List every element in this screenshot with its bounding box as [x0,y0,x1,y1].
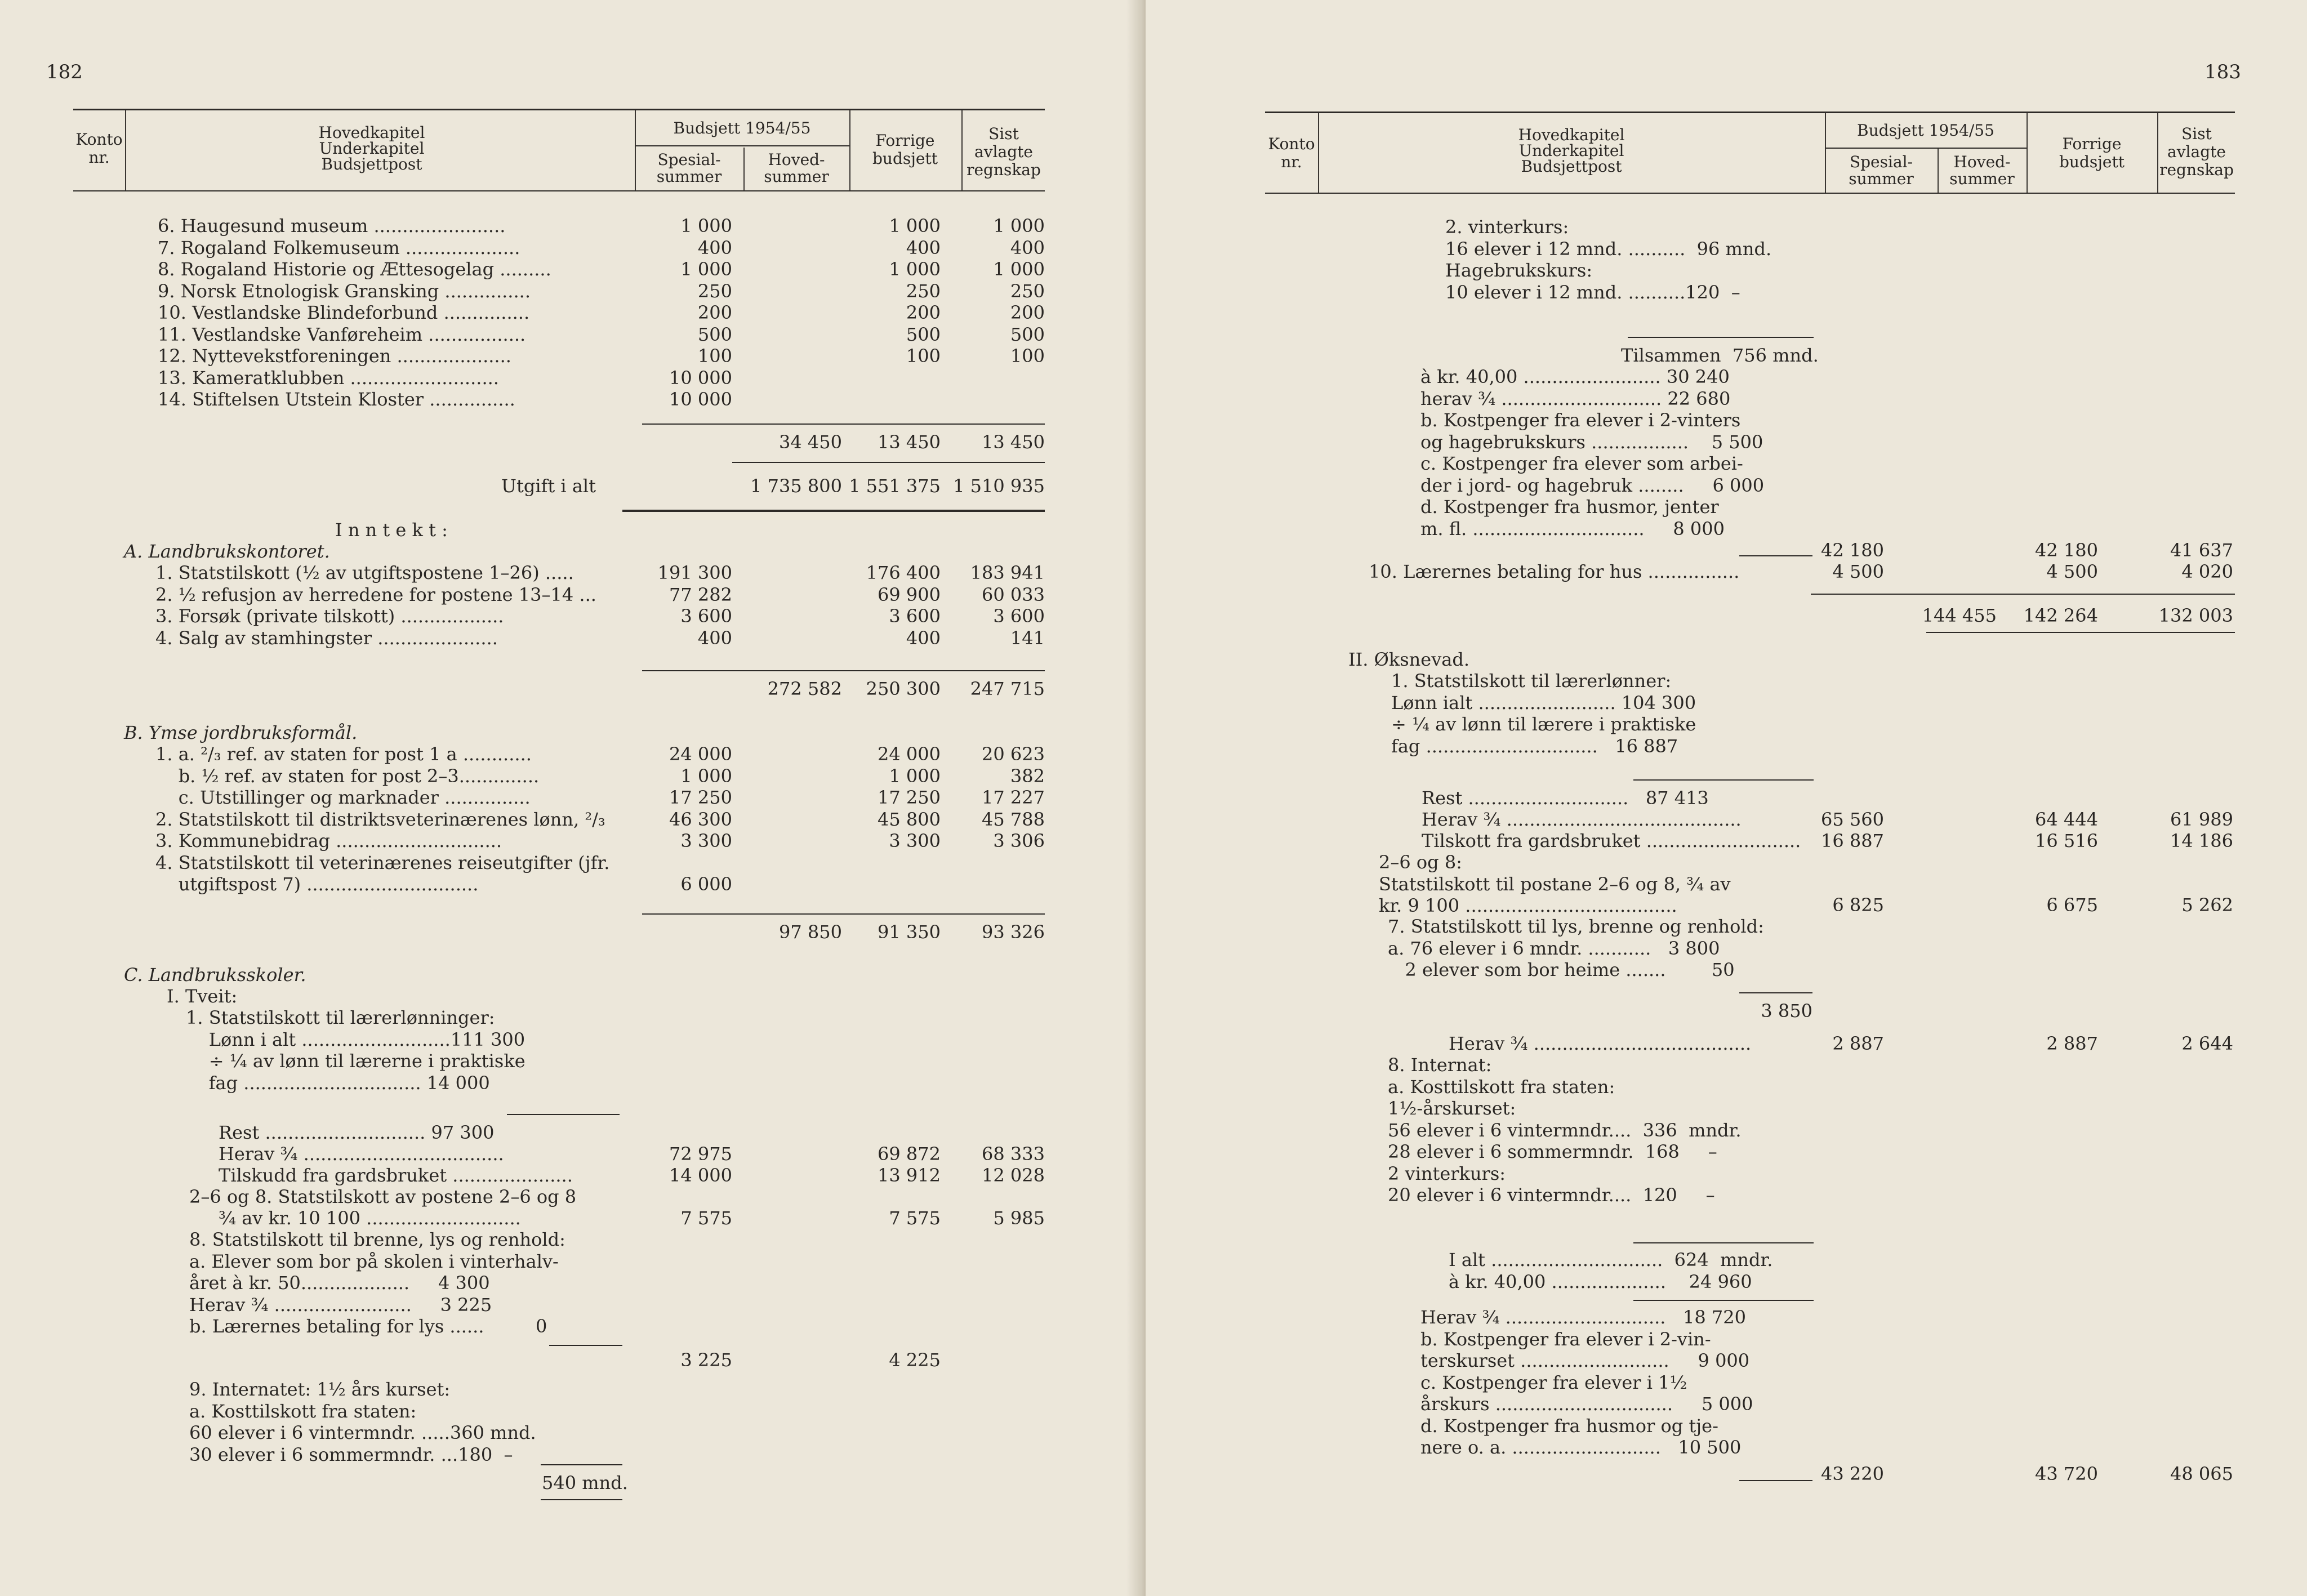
section-a-row-c3: 176 400 [866,562,941,583]
grant-row-c1: 400 [697,237,732,258]
grant-row-label: 11. Vestlandske Vanføreheim ................. [158,323,526,345]
tveit-line: Lønn i alt ..........................111 300 [186,1028,525,1050]
post-8-line: 8. Statstilskott til brenne, lys og renhold: [189,1229,565,1250]
right-top-line: 2. vinterkurs: [1445,216,1569,238]
section-b-row-c1: 24 000 [669,743,732,765]
right-top-line: 16 elever i 12 mnd. .......... 96 mnd. [1445,238,1772,260]
section-b-row-c3: 24 000 [878,743,941,765]
tveit-line: ÷ ¼ av lønn til lærerne i praktiske [186,1050,525,1072]
section-a-row-label: 3. Forsøk (private tilskott) .................. [155,605,504,627]
header-hoved: Hoved- [768,150,825,169]
grant-row-c3: 1 000 [889,215,941,237]
grant-row-c4: 1 000 [993,258,1045,280]
section-b-row-c1: 17 250 [669,787,732,808]
grant-row-c4: 500 [1010,323,1045,345]
section-b-row-c3: 1 000 [889,765,941,787]
grant-row-label: 12. Nyttevekstforeningen .................... [158,345,511,367]
grant-row-c4: 1 000 [993,215,1045,237]
oksnevad-8-rest-line: terskurset .......................... 9 000 [1420,1350,1750,1371]
section-b-row-c4: 382 [1010,765,1045,787]
page-number-left: 182 [46,61,83,83]
oksnevad-26-line: kr. 9 100 ..................................... [1379,895,1677,916]
right-header-konto: Konto nr. [1268,135,1315,171]
section-b-row-c4: 3 306 [993,830,1045,852]
section-a-row-c4: 183 941 [970,562,1045,583]
oksnevad-8-rest-line: årskurs ............................... 5 000 [1420,1393,1753,1415]
grant-row-c1: 10 000 [669,389,732,410]
oksnevad-line: Lønn ialt ........................ 104 300 [1391,692,1696,714]
grant-row-c4: 250 [1010,280,1045,302]
internat-line: 30 elever i 6 sommermndr. ...180 – [189,1443,513,1465]
oksnevad-line: 1. Statstilskott til lærerlønner: [1391,670,1672,692]
post-8-line: b. Lærernes betaling for lys ...... 0 [189,1316,547,1337]
oksnevad-26-line: 2–6 og 8: [1379,852,1462,873]
grant-row-label: 13. Kameratklubben .......................... [158,367,499,389]
header-konto: Konto nr. [75,130,123,167]
post-8-sum: 3 225 [680,1349,732,1371]
right-calc-line: c. Kostpenger fra elever som arbei- [1420,453,1743,474]
section-b-row-c3: 17 250 [878,787,941,808]
oksnevad-8-line: 1½-årskurset: [1388,1098,1516,1119]
header-budsjettpost: Budsjettpost [321,155,422,173]
internat-line: 60 elever i 6 vintermndr. .....360 mnd. [189,1422,536,1443]
section-b-row-c4: 17 227 [982,787,1045,808]
section-b-row-label: utgiftspost 7) .............................. [155,873,479,895]
subtotal-tveit: 144 455 [1922,605,1997,626]
oksnevad-8-line: a. Kosttilskott fra staten: [1388,1076,1615,1098]
oksnevad-8-rest-line: Herav ¾ ............................ 18 720 [1420,1307,1746,1328]
section-b-row-c3: 45 800 [878,808,941,830]
section-c-title: C. Landbruksskoler. [124,964,306,986]
subtotal-b: 97 850 [779,921,842,943]
grant-row-c1: 100 [697,345,732,367]
utgift-label: Utgift i alt [501,475,596,497]
oksnevad-line: fag .............................. 16 887 [1391,735,1678,757]
header-spesial: Spesial- [657,150,721,169]
grant-row-label: 7. Rogaland Folkemuseum .................... [158,237,520,258]
oksnevad-title: II. Øksnevad. [1348,649,1470,670]
section-a-row-label: 1. Statstilskott (½ av utgiftspostene 1–26) ..... [155,562,574,583]
grant-row-c4: 100 [1010,345,1045,367]
subtotal-1-hoved: 34 450 [779,431,842,453]
internat-line: 9. Internatet: 1½ års kurset: [189,1379,451,1400]
section-a-row-c4: 141 [1010,627,1045,649]
section-a-row-c3: 3 600 [889,605,941,627]
page-number-right: 183 [2204,61,2241,83]
section-b-row-label: 4. Statstilskott til veterinærenes reiseutgifter (jfr. [155,852,610,873]
section-b-row-c4: 20 623 [982,743,1045,765]
oksnevad-8-line: 20 elever i 6 vintermndr.... 120 – [1388,1184,1715,1206]
tilsammen: Tilsammen 756 mnd. [1621,345,1819,366]
oksnevad-8-line: 56 elever i 6 vintermndr.... 336 mndr. [1388,1119,1742,1141]
section-a-row-label: 2. ½ refusjon av herredene for postene 13–14 ... [155,583,596,605]
right-calc-line: der i jord- og hagebruk ........ 6 000 [1420,474,1765,496]
section-b-title: B. Ymse jordbruksformål. [124,722,358,743]
post-8-line: Herav ¾ ........................ 3 225 [189,1294,492,1316]
grant-row-c3: 200 [906,302,941,323]
oksnevad-8-rest-line: nere o. a. .......................... 10 500 [1420,1437,1742,1458]
oksnevad-8-line: 2 vinterkurs: [1388,1162,1506,1184]
section-a-row-c1: 400 [697,627,732,649]
oksnevad-7-line: 7. Statstilskott til lys, brenne og renhold: [1388,916,1764,937]
right-calc-line: herav ¾ ............................ 22 680 [1420,387,1731,409]
grant-row-label: 6. Haugesund museum ....................... [158,215,506,237]
section-b-row-c1: 3 300 [680,830,732,852]
tveit-line: 1. Statstilskott til lærerlønninger: [186,1007,495,1028]
grant-row-label: 8. Rogaland Historie og Ættesogelag ......... [158,258,551,280]
grant-row-label: 10. Vestlandske Blindeforbund ............... [158,302,530,323]
right-calc-line: og hagebrukskurs ................. 5 500 [1420,431,1763,453]
section-b-row-label: 1. a. ²/₃ ref. av staten for post 1 a ............ [155,743,532,765]
header-underkapitel: Underkapitel [319,139,425,158]
grant-row-c1: 250 [697,280,732,302]
oksnevad-8-rest-line: b. Kostpenger fra elever i 2-vin- [1420,1328,1711,1350]
subtotal-a: 272 582 [767,678,842,699]
oksnevad-8-rest-line: c. Kostpenger fra elever i 1½ [1420,1371,1687,1393]
section-a-title: A. Landbrukskontoret. [124,541,330,562]
section-a-row-c4: 60 033 [982,583,1045,605]
right-calc-line: m. fl. .............................. 8 000 [1420,518,1725,540]
oksnevad-7-line: a. 76 elever i 6 mndr. ........... 3 800 [1388,937,1720,959]
header-bottom-rule [73,190,1045,191]
grant-row-c1: 1 000 [680,258,732,280]
grant-row-c1: 200 [697,302,732,323]
grant-row-c1: 10 000 [669,367,732,389]
oksnevad-26-line: Statstilskott til postane 2–6 og 8, ¾ av [1379,873,1731,895]
grant-row-c1: 500 [697,323,732,345]
tveit-line: fag ............................... 14 000 [186,1072,490,1094]
oksnevad-8-calc-line: I alt .............................. 624 mndr. [1449,1249,1773,1270]
internat-line: a. Kosttilskott fra staten: [189,1400,417,1422]
book-spread: 182 Konto nr. Hovedkapitel Underkapitel Budsjettpost Budsjett 1954/55 Spesial- summer Hoved- summer Forrige budsjett Sist avlagte regnskap 6. Haugesund museum ....................... 1 000 1 000 1 000 7. Rogaland Folkemuseum .................... 400 400 400 8. Rogaland Historie og Ættesogelag ......... 1 000 1 000 1 000 9. Norsk Etnologisk Gransking ............... 250 250 250 10. Vestlandske Blindeforbund ............... 200 200 200 11. Vestlandske Vanføreheim ................. 500 500 500 12. Nyttevekstforeningen .................... 100 100 100 13. Kameratklubben .......................... 10 000 14. Stiftelsen Utstein Kloster ............... 10 000 34 450 13 450 13 450 Utgift i alt 1 735 800 1 551 375 1 510 935 I n n t e k t : A. Landbrukskontoret. 1. Statstilskott (½ av utgiftspostene 1–26) ..... 191 300 176 400 183 941 2. ½ refusjon av herredene for postene 13–14 ... 77 282 69 900 60 033 3. Forsøk (private tilskott) .................. 3 600 3 600 3 600 4. Salg av stamhingster ..................... 400 400 141 272 582 250 300 247 715 B. Ymse jordbruksformål. 1. a. ²/₃ ref. av staten for post 1 a ............ 24 000 24 000 20 623 b. ½ ref. av staten for post 2–3.............. 1 000 1 000 382 c. Utstillinger og marknader ............... 17 250 17 250 17 227 2. Statstilskott til distriktsveterinærenes lønn, ²/₃ 46 300 45 800 45 788 3. Kommunebidrag ............................. 3 300 3 300 3 306 4. Statstilskott til veterinærenes reiseutgifter (jfr. utgiftspost 7) .............................. 6 000 97 850 91 350 93 326 C. Landbruksskoler. I. Tveit: 1. Statstilskott til lærerlønninger: Lønn i alt ..........................111 300 ÷ ¼ av lønn til lærerne i praktiske fag ............................... 14 000 Rest ............................ 97 300 Herav ¾ ................................... 72 975 69 872 68 333 Tilskudd fra gardsbruket ..................... 14 000 13 912 12 028 2–6 og 8. Statstilskott av postene 2–6 og 8 ¾ av kr. 10 100 ........................... 7 575 7 575 5 985 8. Statstilskott til brenne, lys og renhold: a. Elever som bor på skolen i vinterhalv- året à kr. 50................... 4 300 Herav ¾ ........................ 3 225 b. Lærernes betaling for lys ...... 0 3 225 4 225 9. Internatet: 1½ års kurset: a. Kosttilskott fra staten: 60 elever i 6 vintermndr. .....360 mnd. 30 elever i 6 sommermndr. ...180 – 540 mnd. 183 Konto nr. Hovedkapitel Underkapitel Budsjettpost Budsjett 1954/55 Spesial- summer Hoved- summer Forrige budsjett Sist avlagte regnskap 2. vinterkurs: 16 elever i 12 mnd. .......... 96 mnd. Hagebrukskurs: 10 elever i 12 mnd. ..........120 – Tilsammen 756 mnd. à kr. 40,00 ........................ 30 240 herav ¾ ............................ 22 680 b. Kostpenger fra elever i 2-vinters og hagebrukskurs ................. 5 500 c. Kostpenger fra elever som arbei- der i jord- og hagebruk ........ 6 000 d. Kostpenger fra husmor, jenter m. fl. .............................. 8 000 42 180 42 180 41 637 10. Lærernes betaling for hus ................ 4 500 4 500 4 020 144 455 142 264 132 003 II. Øksnevad. 1. Statstilskott til lærerlønner: Lønn ialt ........................ 104 300 ÷ ¼ av lønn til lærere i praktiske fag .............................. 16 887 Rest ............................ 87 413 Herav ¾ ......................................... 65 560 64 444 61 989 Tilskott fra gardsbruket ........................... 16 887 16 516 14 186 2–6 og 8: Statstilskott til postane 2–6 og 8, ¾ av kr. 9 100 ..................................... 6 825 6 675 5 262 7. Statstilskott til lys, brenne og renhold: a. 76 elever i 6 mndr. ........... 3 800 2 elever som bor heime ....... 50 3 850 Herav ¾ ...................................... 2 887 2 887 2 644 8. Internat: a. Kosttilskott fra staten: 1½-årskurset: 56 elever i 6 vintermndr.... 336 mndr. 28 elever i 6 sommermndr. 168 – 2 vinterkurs: 20 elever i 6 vintermndr.... 120 – I alt .............................. 624 mndr. à kr. 40,00 .................... 24 960 Herav ¾ ............................ 18 720 b. Kostpenger fra elever i 2-vin- terskurset .......................... 9 000 c. Kostpenger fra elever i 1½ årskurs ............................... 5 000 d. Kostpenger fra husmor og tje- nere o. a. .......................... 10 500 43 220 43 720 48 065 [0,0,2307,1596]
section-b-row-label: 2. Statstilskott til distriktsveterinærenes lønn, ²/₃ [155,808,605,830]
header-forrige: Forrige budsjett [872,131,938,168]
right-calc-line: d. Kostpenger fra husmor, jenter [1420,496,1719,518]
section-b-row-label: c. Utstillinger og marknader ............... [155,787,531,808]
grant-row-label: 14. Stiftelsen Utstein Kloster ............... [158,389,515,410]
left-page: 182 Konto nr. Hovedkapitel Underkapitel Budsjettpost Budsjett 1954/55 Spesial- summer Hoved- summer Forrige budsjett Sist avlagte regnskap 6. Haugesund museum ....................... 1 000 1 000 1 000 7. Rogaland Folkemuseum .................... 400 400 400 8. Rogaland Historie og Ættesogelag ......... 1 000 1 000 1 000 9. Norsk Etnologisk Gransking ............... 250 250 250 10. Vestlandske Blindeforbund ............... 200 200 200 11. Vestlandske Vanføreheim ................. 500 500 500 12. Nyttevekstforeningen .................... 100 100 100 13. Kameratklubben .......................... 10 000 14. Stiftelsen Utstein Kloster ............... 10 000 34 450 13 450 13 450 Utgift i alt 1 735 800 1 551 375 1 510 935 I n n t e k t : A. Landbrukskontoret. 1. Statstilskott (½ av utgiftspostene 1–26) ..... 191 300 176 400 183 941 2. ½ refusjon av herredene for postene 13–14 ... 77 282 69 900 60 033 3. Forsøk (private tilskott) .................. 3 600 3 600 3 600 4. Salg av stamhingster ..................... 400 400 141 272 582 250 300 247 715 B. Ymse jordbruksformål. 1. a. ²/₃ ref. av staten for post 1 a ............ 24 000 24 000 20 623 b. ½ ref. av staten for post 2–3.............. 1 000 1 000 382 c. Utstillinger og marknader ............... 17 250 17 250 17 227 2. Statstilskott til distriktsveterinærenes lønn, ²/₃ 46 300 45 800 45 788 3. Kommunebidrag ............................. 3 300 3 300 3 306 4. Statstilskott til veterinærenes reiseutgifter (jfr. utgiftspost 7) .............................. 6 000 97 850 91 350 93 326 C. Landbruksskoler. I. Tveit: 1. Statstilskott til lærerlønninger: Lønn i alt ..........................111 300 ÷ ¼ av lønn til lærerne i praktiske fag ............................... 14 000 Rest ............................ 97 300 Herav ¾ ................................... 72 975 69 872 68 333 Tilskudd fra gardsbruket ..................... 14 000 13 912 12 028 2–6 og 8. Statstilskott av postene 2–6 og 8 ¾ av kr. 10 100 ........................... 7 575 7 575 5 985 8. Statstilskott til brenne, lys og renhold: a. Elever som bor på skolen i vinterhalv- året à kr. 50................... 4 300 Herav ¾ ........................ 3 225 b. Lærernes betaling for lys ...... 0 3 225 4 225 9. Internatet: 1½ års kurset: a. Kosttilskott fra staten: 60 elever i 6 vintermndr. .....360 mnd. 30 elever i 6 sommermndr. ...180 – 540 mnd. [0,0,1138,1596]
section-a-row-label: 4. Salg av stamhingster ..................... [155,627,498,649]
section-a-row-c1: 77 282 [669,583,732,605]
section-b-row-c1: 1 000 [680,765,732,787]
oksnevad-internat-sum: 43 220 [1821,1463,1884,1484]
post-8-line: a. Elever som bor på skolen i vinterhalv- [189,1250,559,1272]
section-b-row-label: b. ½ ref. av staten for post 2–3.............. [155,765,540,787]
section-a-row-c1: 3 600 [680,605,732,627]
right-calc-line: b. Kostpenger fra elever i 2-vinters [1420,409,1741,431]
sum-a: 42 180 [1821,540,1884,561]
section-a-row-c3: 69 900 [878,583,941,605]
tveit-title: I. Tveit: [167,986,238,1007]
oksnevad-7-line: 2 elever som bor heime ....... 50 [1388,959,1735,980]
section-b-row-c1: 6 000 [680,873,732,895]
right-top-line: 10 elever i 12 mnd. ..........120 – [1445,281,1740,303]
section-b-row-label: 3. Kommunebidrag ............................. [155,830,502,852]
grant-row-c3: 250 [906,280,941,302]
utgift-total: 1 735 800 [750,475,842,497]
oksnevad-8-line: 8. Internat: [1388,1054,1492,1076]
header-budsjett: Budsjett 1954/55 [673,119,811,137]
grant-row-c3: 100 [906,345,941,367]
grant-row-c3: 1 000 [889,258,941,280]
oksnevad-8-calc-line: à kr. 40,00 .................... 24 960 [1449,1270,1752,1292]
section-a-row-c4: 3 600 [993,605,1045,627]
section-a-row-c1: 191 300 [657,562,732,583]
grant-row-c4: 400 [1010,237,1045,258]
post-8-line: året à kr. 50................... 4 300 [189,1272,490,1294]
right-top-line: Hagebrukskurs: [1445,260,1593,281]
grant-row-label: 9. Norsk Etnologisk Gransking ............... [158,280,531,302]
header-hovedkapitel: Hovedkapitel [318,123,425,142]
oksnevad-8-line: 28 elever i 6 sommermndr. 168 – [1388,1141,1717,1162]
oksnevad-8-rest-line: d. Kostpenger fra husmor og tje- [1420,1415,1718,1437]
section-a-row-c3: 400 [906,627,941,649]
grant-row-c1: 1 000 [680,215,732,237]
header-sist: Sist avlagte regnskap [967,124,1041,179]
section-b-row-c4: 45 788 [982,808,1045,830]
section-b-row-c1: 46 300 [669,808,732,830]
section-b-row-c3: 3 300 [889,830,941,852]
inntekt-title: I n n t e k t : [335,519,448,541]
internat-total: 540 mnd. [542,1472,628,1494]
grant-row-c3: 500 [906,323,941,345]
grant-row-c3: 400 [906,237,941,258]
header-top-rule [73,109,1045,110]
grant-row-c4: 200 [1010,302,1045,323]
right-calc-line: à kr. 40,00 ........................ 30 240 [1420,366,1730,387]
oksnevad-line: ÷ ¼ av lønn til lærere i praktiske [1391,714,1696,735]
